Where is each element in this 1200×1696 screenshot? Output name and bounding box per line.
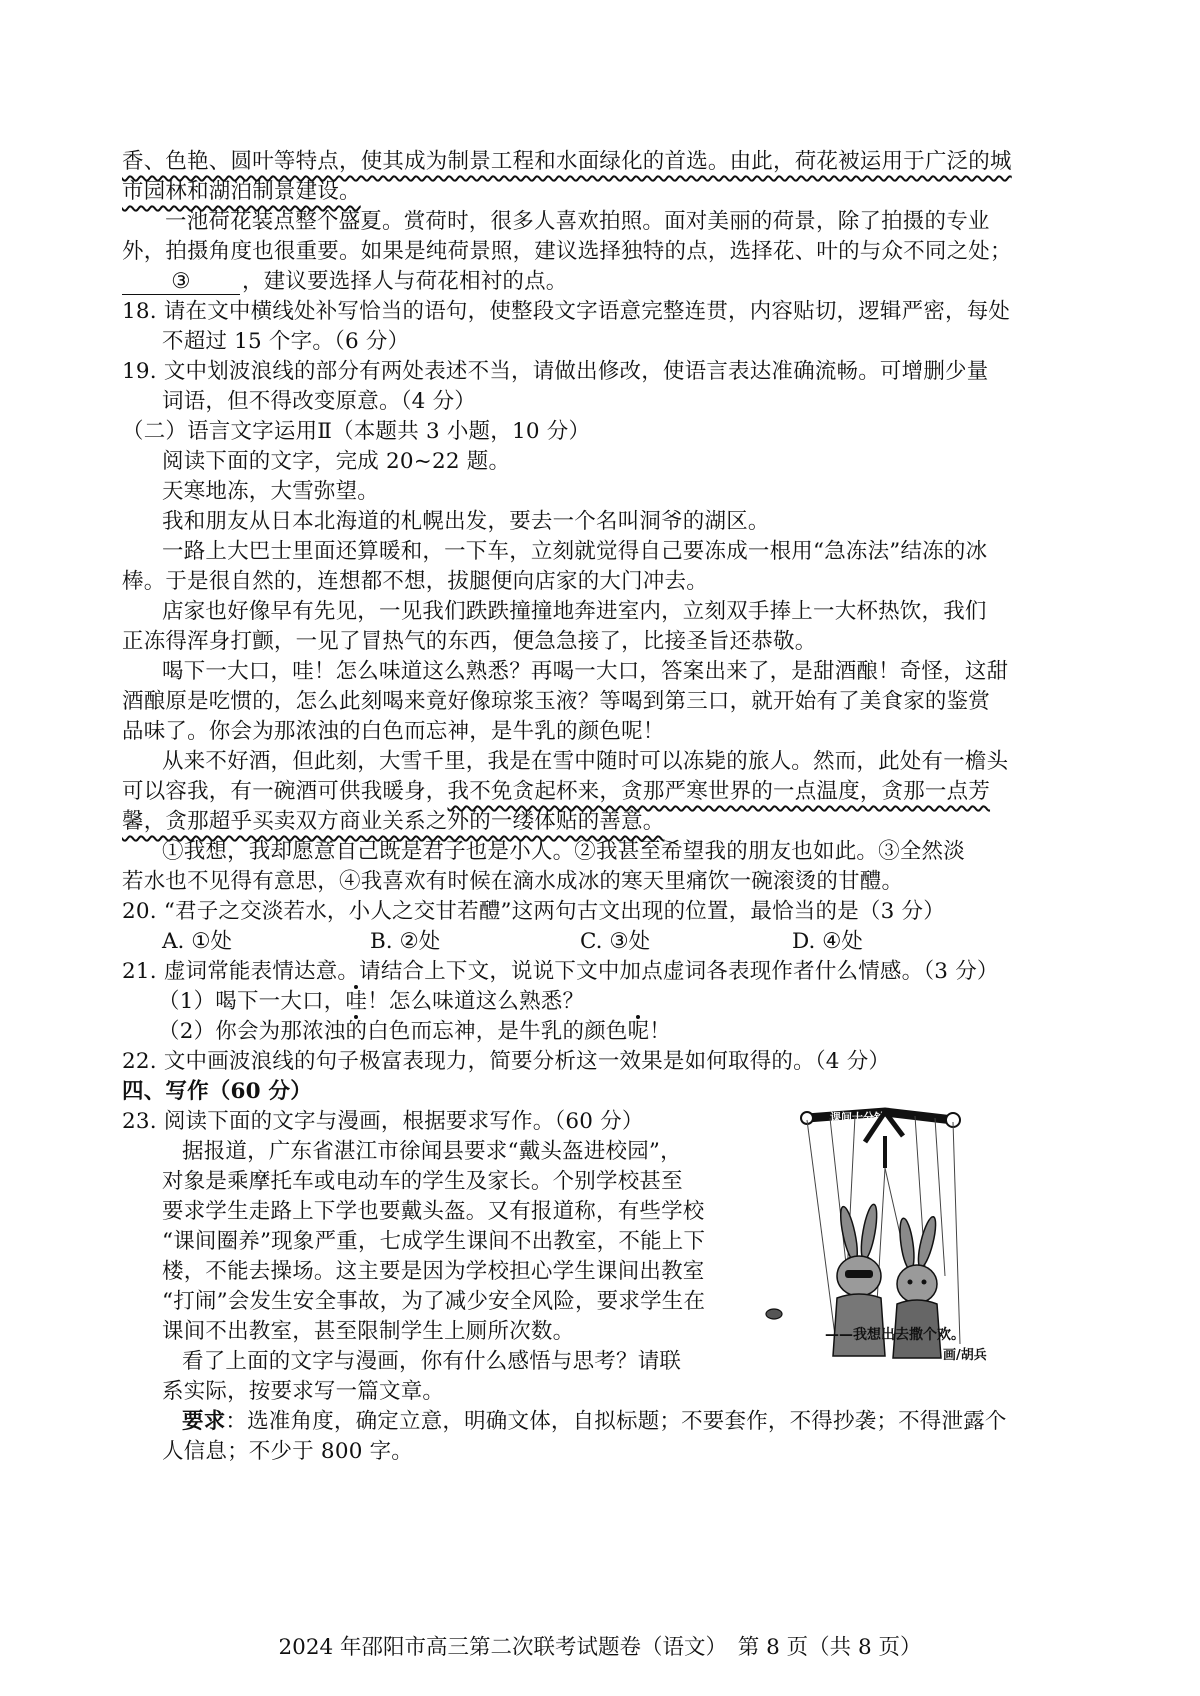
question-21-item-2: （2）你会为那浓浊的白色而忘神，是牛乳的颜色呢！ bbox=[158, 1019, 671, 1044]
question-20: 20. “君子之交淡若水，小人之交甘若醴”这两句古文出现的位置，最恰当的是（3 分） bbox=[122, 899, 945, 924]
wavy-sentence: 馨，贪那超乎买卖双方商业关系之外的一缕体贴的善意。 bbox=[122, 809, 665, 834]
passage-line: 若水也不见得有意思，④我喜欢有时候在滴水成冰的寒天里痛饮一碗滚烫的甘醴。 bbox=[122, 869, 904, 894]
passage-line: 一池荷花装点整个盛夏。赏荷时，很多人喜欢拍照。面对美丽的荷景，除了拍摄的专业 bbox=[165, 209, 990, 234]
passage-line: ③ ，建议要选择人与荷花相衬的点。 bbox=[122, 268, 568, 296]
passage-line: 香、色艳、圆叶等特点，使其成为制景工程和水面绿化的首选。由此，荷花被运用于广泛的城 bbox=[122, 149, 1012, 174]
requirements-line: 要求：选准角度，确定立意，明确文体，自拟标题；不要套作，不得抄袭；不得泄露个 bbox=[182, 1409, 1007, 1434]
dotted-word: 哇 bbox=[345, 989, 368, 1014]
passage-line: 喝下一大口，哇！怎么味道这么熟悉？再喝一大口，答案出来了，是甜酒酿！奇怪，这甜 bbox=[162, 659, 1009, 684]
passage-line: 可以容我，有一碗酒可供我暖身，我不免贪起杯来，贪那严寒世界的一点温度，贪那一点芳 bbox=[122, 779, 991, 804]
option-a: A. ①处 bbox=[162, 929, 232, 954]
passage-line: 棒。于是很自然的，连想都不想，拔腿便向店家的大门冲去。 bbox=[122, 569, 708, 594]
passage-line: 外，拍摄角度也很重要。如果是纯荷景照，建议选择独特的点，选择花、叶的与众不同之处； bbox=[122, 239, 1012, 264]
passage-line: 一路上大巴士里面还算暖和，一下车，立刻就觉得自己要冻成一根用“急冻法”结冻的冰 bbox=[162, 539, 988, 564]
question-18-cont: 不超过 15 个字。（6 分） bbox=[162, 329, 410, 354]
comic-credit: 画/胡兵 bbox=[943, 1348, 987, 1363]
option-d: D. ④处 bbox=[792, 929, 863, 954]
question-19-cont: 词语，但不得改变原意。（4 分） bbox=[162, 389, 476, 414]
passage-line: 从来不好酒，但此刻，大雪千里，我是在雪中随时可以冻毙的旅人。然而，此处有一檐头 bbox=[162, 749, 1009, 774]
prompt-line: 要求学生走路上下学也要戴头盔。又有报道称，有些学校 bbox=[162, 1199, 705, 1224]
option-b: B. ②处 bbox=[370, 929, 441, 954]
dotted-word: 呢 bbox=[627, 1019, 650, 1044]
question-22: 22. 文中画波浪线的句子极富表现力，简要分析这一效果是如何取得的。（4 分） bbox=[122, 1049, 891, 1074]
question-19: 19. 文中划波浪线的部分有两处表述不当，请做出修改，使语言表达准确流畅。可增删少量 bbox=[122, 359, 989, 384]
passage-line: 酒酿原是吃惯的，怎么此刻喝来竟好像琼浆玉液？等喝到第三口，就开始有了美食家的鉴赏 bbox=[122, 689, 991, 714]
passage-line: ①我想，我却愿意自己既是君子也是小人。②我甚至希望我的朋友也如此。③全然淡 bbox=[162, 839, 965, 864]
passage-line: 店家也好像早有先见，一见我们跌跌撞撞地奔进室内，立刻双手捧上一大杯热饮，我们 bbox=[162, 599, 987, 624]
question-21: 21. 虚词常能表情达意。请结合上下文，说说下文中加点虚词各表现作者什么情感。（3 分） bbox=[122, 959, 999, 984]
comic-caption: ——我想出去撒个欢。 bbox=[825, 1327, 965, 1343]
prompt-line: 对象是乘摩托车或电动车的学生及家长。个别学校甚至 bbox=[162, 1169, 683, 1194]
prompt-line: 系实际，按要求写一篇文章。 bbox=[162, 1379, 445, 1404]
dotted-word: 的 bbox=[345, 1019, 368, 1044]
question-21-item-1: （1）喝下一大口，哇！怎么味道这么熟悉？ bbox=[158, 989, 585, 1014]
prompt-line: 楼，不能去操场。这主要是因为学校担心学生课间出教室 bbox=[162, 1259, 705, 1284]
passage-line: 品味了。你会为那浓浊的白色而忘神，是牛乳的颜色呢！ bbox=[122, 719, 665, 744]
question-23: 23. 阅读下面的文字与漫画，根据要求写作。（60 分） bbox=[122, 1109, 644, 1134]
prompt-line: “打闹”会发生安全事故，为了减少安全风险，要求学生在 bbox=[162, 1289, 706, 1314]
page-footer: 2024 年邵阳市高三第二次联考试题卷（语文） 第 8 页（共 8 页） bbox=[278, 1635, 922, 1660]
control-bar-label: 课间十分钟 bbox=[830, 1111, 885, 1124]
passage-line: 天寒地冻，大雪弥望。 bbox=[162, 479, 380, 504]
requirements-line: 人信息；不少于 800 字。 bbox=[162, 1439, 414, 1464]
fill-blank-3: ③ bbox=[122, 270, 240, 295]
passage-line: 我和朋友从日本北海道的札幌出发，要去一个名叫洞爷的湖区。 bbox=[162, 509, 770, 534]
section-heading: （二）语言文字运用Ⅱ（本题共 3 小题，10 分） bbox=[122, 419, 591, 444]
passage-line: 正冻得浑身打颤，一见了冒热气的东西，便急急接了，比接圣旨还恭敬。 bbox=[122, 629, 817, 654]
reading-instruction: 阅读下面的文字，完成 20~22 题。 bbox=[162, 449, 511, 474]
wavy-sentence: 我不免贪起杯来，贪那严寒世界的一点温度，贪那一点芳 bbox=[447, 779, 991, 804]
prompt-line: 看了上面的文字与漫画，你有什么感悟与思考？请联 bbox=[182, 1349, 682, 1374]
ball-drawing bbox=[764, 1306, 784, 1320]
option-c: C. ③处 bbox=[580, 929, 651, 954]
question-18: 18. 请在文中横线处补写恰当的语句，使整段文字语意完整连贯，内容贴切，逻辑严密，每处 bbox=[122, 299, 1011, 324]
requirements-label: 要求 bbox=[182, 1409, 226, 1434]
prompt-line: 课间不出教室，甚至限制学生上厕所次数。 bbox=[162, 1319, 575, 1344]
prompt-line: “课间圈养”现象严重，七成学生课间不出教室，不能上下 bbox=[162, 1229, 706, 1254]
prompt-line: 据报道，广东省湛江市徐闻县要求“戴头盔进校园”， bbox=[182, 1139, 682, 1164]
passage-line: 市园林和湖泊制景建设。 bbox=[122, 179, 361, 204]
writing-heading: 四、写作（60 分） bbox=[122, 1079, 312, 1104]
